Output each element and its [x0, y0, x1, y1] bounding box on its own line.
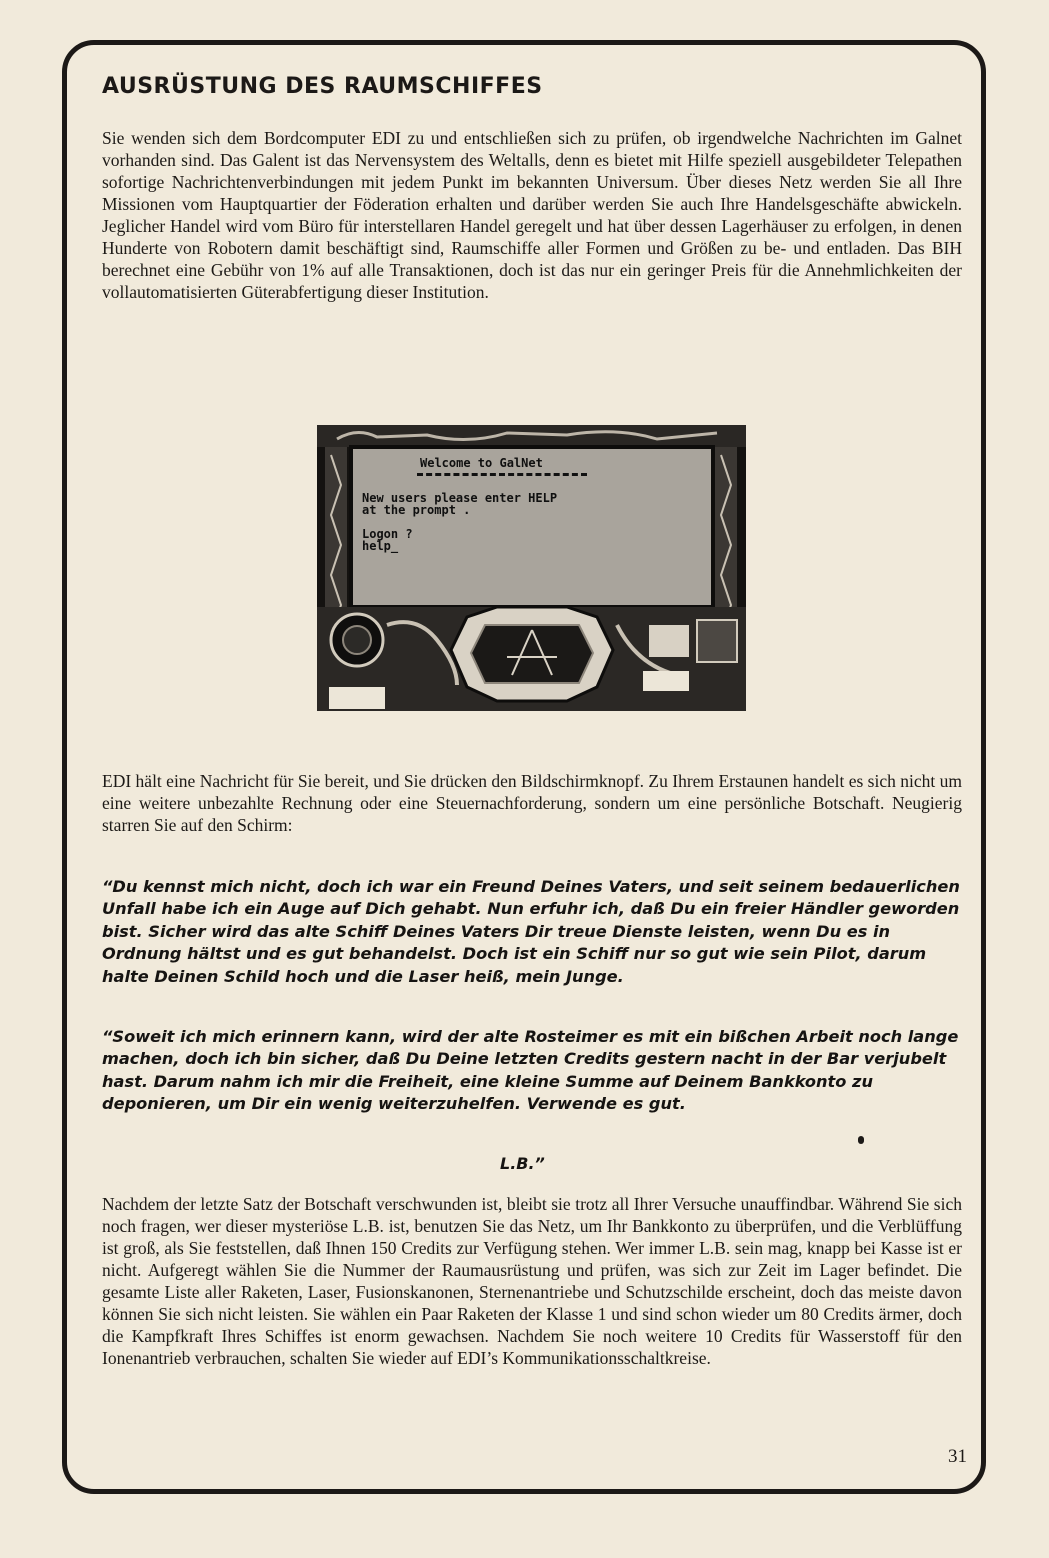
game-screenshot [317, 425, 746, 711]
quote-paragraph-2: “Soweit ich mich erinnern kann, wird der alte Rosteimer es mit ein bißchen Arbeit noch lange machen, doch ich bin sicher, daß Du Deine letzten Credits gestern nacht in der Bar verjubelt hast. Darum nahm ich mir die Freiheit, eine kleine Summe auf Deinem Bankkonto zu deponieren, um Dir ein wenig weiterzuhelfen. Verwende es gut. [102, 1027, 959, 1114]
logon-prompt: Logon ? help_ [362, 527, 413, 553]
intro-paragraph: Sie wenden sich dem Bordcomputer EDI zu und entschließen sich zu prüfen, ob irgendwelche Nachrichten im Galnet vorhanden sind. Das Galent ist das Nervensystem des Weltalls, denn es bietet mit Hilfe speziell ausgebildeter Telepathen sofortige Nachrichtenverbindungen mit jedem Punkt im bekannten Universum. Über dieses Netz werden Sie all Ihre Missionen vom Hauptquartier der Föderation erhalten und darüber werden Sie auch Ihre Handelsgeschäfte abwickeln. Jeglicher Handel wird vom Büro für interstellaren Handel geregelt und hat über dessen Lagerhäuser zu erfolgen, in denen Hunderte von Robotern damit beschäftigt sind, Raumschiffe aller Formen und Größen zu be- und entladen. Das BIH berechnet eine Gebühr von 1% auf alle Transaktionen, doch ist das nur ein geringer Preis für die Annehmlichkeiten der vollautomatisierten Güterabfertigung dieser Institution. [102, 128, 962, 302]
message-paragraph: EDI hält eine Nachricht für Sie bereit, und Sie drücken den Bildschirmknopf. Zu Ihrem Erstaunen handelt es sich nicht um eine weitere unbezahlte Rechnung oder eine Steuernachforderung, sondern um eine persönliche Botschaft. Neugierig starren Sie auf den Schirm: [102, 771, 962, 835]
divider-line [417, 473, 587, 476]
quote-paragraph-1: “Du kennst mich nicht, doch ich war ein Freund Deines Vaters, und seit seinem bedauerlichen Unfall habe ich ein Auge auf Dich gehabt. Nun erfuhr ich, daß Du ein freier Händler geworden bist. Sicher wird das alte Schiff Deines Vaters Dir treue Dienste leisten, wenn Du es in Ordnung hältst und es gut behandelst. Doch ist ein Schiff nur so gut wie sein Pilot, darum halte Deinen Schild hoch und die Laser heiß, mein Junge. [102, 877, 960, 986]
ink-mark [858, 1136, 864, 1144]
page-title: AUSRÜSTUNG DES RAUMSCHIFFES [102, 74, 543, 99]
page-number: 31 [948, 1446, 967, 1467]
closing-paragraph: Nachdem der letzte Satz der Botschaft verschwunden ist, bleibt sie trotz all Ihrer Versuche unauffindbar. Während Sie sich noch fragen, wer dieser mysteriöse L.B. ist, benutzen Sie das Netz, um Ihr Bankkonto zu überprüfen, und die Verblüffung ist groß, als Sie feststellen, daß Ihnen 150 Credits zur Verfügung stehen. Wer immer L.B. sein mag, knapp bei Kasse ist er nicht. Aufgeregt wählen Sie die Nummer der Raumausrüstung und prüfen, was sich zur Zeit im Lager befindet. Die gesamte Liste aller Raketen, Laser, Fusionskanonen, Sternenantriebe und Schutzschilde erscheint, doch das meiste davon können Sie sich nicht leisten. Sie wählen ein Paar Raketen der Klasse 1 und sind schon wieder um 80 Credits ärmer, doch die Kampfkraft Ihres Schiffes ist enorm gewachsen. Nachdem Sie noch weitere 10 Credits für Wasserstoff für den Ionenantrieb verbrauchen, schalten Sie wieder auf EDI’s Kommunikationsschaltkreise. [102, 1194, 962, 1368]
signature: L.B.” [500, 1154, 545, 1173]
welcome-line: Welcome to GalNet [420, 456, 543, 470]
instruction-text: New users please enter HELP at the prompt . [362, 491, 558, 517]
